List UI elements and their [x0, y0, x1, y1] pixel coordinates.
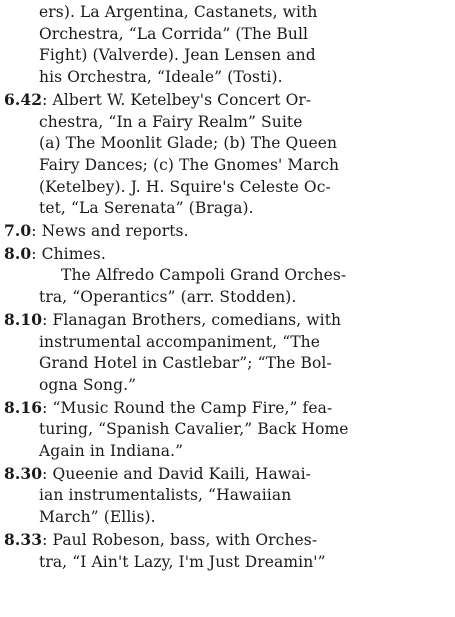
entry-time: 8.16 — [4, 397, 43, 417]
entry-time: 8.30 — [4, 463, 43, 483]
entry-line: tra, “Operantics” (arr. Stodden). — [39, 288, 297, 307]
entry-line: tet, “La Serenata” (Braga). — [39, 199, 254, 218]
entry-line: (a) The Moonlit Glade; (b) The Queen — [39, 134, 338, 153]
entry-time: 8.33 — [4, 529, 43, 549]
entry-time: 8.10 — [4, 309, 43, 329]
programme-entry-continuation — [2, 2, 445, 89]
entry-line: : “Music Round the Camp Fire,” fea- — [42, 398, 333, 417]
entry-line: Grand Hotel in Castlebar”; “The Bol- — [39, 354, 332, 373]
entry-line: : News and reports. — [31, 222, 189, 241]
programme-entry-8-30 — [2, 463, 445, 529]
entry-line: : Paul Robeson, bass, with Orches- — [42, 530, 318, 549]
entry-line: ers). La Argentina, Castanets, with — [39, 3, 318, 21]
entry-line: : Albert W. Ketelbey's Concert Or- — [42, 90, 312, 109]
entry-line: turing, “Spanish Cavalier,” Back Home — [39, 420, 349, 439]
programme-entry-8-0 — [2, 243, 445, 309]
entry-line: (Ketelbey). J. H. Squire's Celeste Oc- — [39, 177, 331, 196]
entry-time: 6.42 — [4, 89, 43, 109]
entry-line: : Flanagan Brothers, comedians, with — [42, 310, 342, 329]
entry-line: : Chimes. — [31, 244, 106, 263]
programme-entry-8-10 — [2, 309, 445, 397]
entry-time: 7.0 — [4, 221, 32, 241]
entry-line: chestra, “In a Fairy Realm” Suite — [39, 112, 303, 131]
entry-line: ogna Song.” — [39, 375, 137, 394]
entry-line: his Orchestra, “Ideale” (Tosti). — [39, 68, 283, 87]
entry-line: Fairy Dances; (c) The Gnomes' March — [39, 155, 340, 174]
entry-line: March” (Ellis). — [39, 508, 156, 527]
programme-entry-8-16 — [2, 397, 445, 463]
entry-line: Orchestra, “La Corrida” (The Bull — [39, 24, 309, 43]
entry-line: The Alfredo Campoli Grand Orches- — [61, 266, 347, 285]
entry-line: ian instrumentalists, “Hawaiian — [39, 486, 292, 505]
programme-entry-6-42 — [2, 89, 445, 220]
entry-line: Again in Indiana.” — [39, 442, 184, 461]
entry-time: 8.0 — [4, 243, 32, 263]
entry-line: tra, “I Ain't Lazy, I'm Just Dreamin'” — [39, 552, 326, 571]
programme-entry-7-0 — [2, 220, 445, 243]
entry-line: : Queenie and David Kaili, Hawai- — [42, 464, 311, 483]
programme-entry-8-33 — [2, 529, 445, 573]
entry-line: Fight) (Valverde). Jean Lensen and — [39, 46, 316, 65]
entry-line: instrumental accompaniment, “The — [39, 332, 321, 351]
